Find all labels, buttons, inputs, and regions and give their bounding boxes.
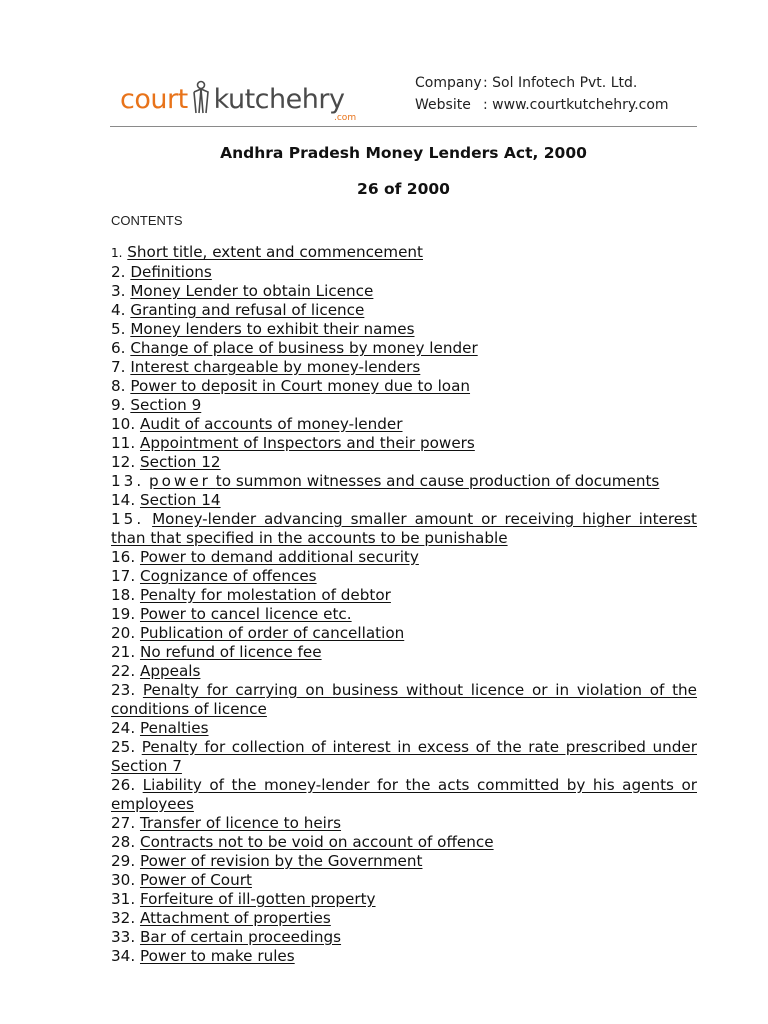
- toc-link[interactable]: Appointment of Inspectors and their powers: [139, 434, 475, 452]
- website-value[interactable]: : www.courtkutchehry.com: [483, 97, 669, 113]
- toc-item: [111, 282, 697, 301]
- toc-item-number: 27.: [111, 814, 136, 832]
- toc-item: [111, 814, 697, 833]
- toc-link[interactable]: Section 12: [139, 453, 221, 471]
- toc-link[interactable]: Section 9: [130, 396, 202, 414]
- toc-link[interactable]: Penalties: [139, 719, 209, 737]
- toc-item-number: 17.: [111, 567, 136, 585]
- courtkutchehry-logo[interactable]: [120, 80, 357, 123]
- toc-link[interactable]: Publication of order of cancellation: [139, 624, 405, 642]
- toc-item: [111, 548, 697, 567]
- toc-item-number: 25.: [111, 738, 136, 756]
- toc-item: [111, 567, 697, 586]
- toc-item-number: 5.: [111, 320, 126, 338]
- toc-link[interactable]: Penalty for collection of interest in excess of the rate prescribed under Section 7: [111, 738, 697, 775]
- toc-item: [111, 358, 697, 377]
- toc-link[interactable]: Power of revision by the Government: [139, 852, 423, 870]
- toc-item: [111, 662, 697, 681]
- contents-heading: CONTENTS: [111, 213, 183, 228]
- logo-text-court: court: [120, 84, 188, 115]
- toc-link-lead: power: [148, 472, 211, 490]
- toc-item: [111, 871, 697, 890]
- toc-link[interactable]: No refund of licence fee: [139, 643, 322, 661]
- company-value: : Sol Infotech Pvt. Ltd.: [483, 75, 638, 91]
- document-title: Andhra Pradesh Money Lenders Act, 2000: [220, 144, 587, 162]
- toc-item: [111, 624, 697, 643]
- toc-link[interactable]: Penalty for carrying on business without licence or in violation of the conditions of licence: [111, 681, 698, 718]
- toc-item-number: 24.: [111, 719, 136, 737]
- toc-link[interactable]: Contracts not to be void on account of offence: [139, 833, 494, 851]
- toc-item-number: 23.: [111, 681, 136, 699]
- company-info: [415, 72, 669, 116]
- toc-item: [111, 263, 697, 282]
- toc-item-number: 34.: [111, 947, 136, 965]
- website-label: Website: [415, 97, 471, 113]
- toc-item-number: 15.: [111, 510, 145, 528]
- toc-item-number: 21.: [111, 643, 136, 661]
- toc-item: [111, 681, 697, 719]
- company-label: Company: [415, 75, 482, 91]
- toc-item-number: 6.: [111, 339, 126, 357]
- toc-link[interactable]: Penalty for molestation of debtor: [139, 586, 391, 604]
- toc-item-number: 2.: [111, 263, 126, 281]
- toc-item-number: 29.: [111, 852, 136, 870]
- toc-link[interactable]: Appeals: [139, 662, 201, 680]
- toc-item: [111, 643, 697, 662]
- header-divider: [110, 126, 697, 127]
- document-subtitle: 26 of 2000: [357, 180, 450, 198]
- toc-item: [111, 472, 697, 491]
- toc-item: [111, 339, 697, 358]
- toc-link[interactable]: Section 14: [139, 491, 221, 509]
- toc-link[interactable]: Liability of the money-lender for the acts committed by his agents or employees: [111, 776, 697, 813]
- toc-item: [111, 415, 697, 434]
- toc-item-number: 11.: [111, 434, 136, 452]
- toc-item-number: 7.: [111, 358, 126, 376]
- toc-link[interactable]: Money Lender to obtain Licence: [130, 282, 374, 300]
- toc-item: [111, 301, 697, 320]
- toc-item: [111, 852, 697, 871]
- lawyer-figure-icon: [188, 80, 214, 114]
- table-of-contents: [111, 243, 697, 966]
- toc-link[interactable]: Power of Court: [139, 871, 252, 889]
- toc-link[interactable]: Attachment of properties: [139, 909, 331, 927]
- toc-item-number: 16.: [111, 548, 136, 566]
- toc-item-number: 18.: [111, 586, 136, 604]
- toc-link[interactable]: Power to cancel licence etc.: [139, 605, 352, 623]
- toc-item-number: 3.: [111, 282, 126, 300]
- toc-item-number: 4.: [111, 301, 126, 319]
- toc-item-number: 1.: [111, 246, 123, 260]
- toc-link[interactable]: Forfeiture of ill-gotten property: [139, 890, 376, 908]
- toc-item: [111, 320, 697, 339]
- toc-item: [111, 434, 697, 453]
- toc-item: [111, 833, 697, 852]
- toc-link[interactable]: Short title, extent and commencement: [127, 243, 423, 261]
- toc-item-number: 10.: [111, 415, 136, 433]
- toc-item-number: 32.: [111, 909, 136, 927]
- toc-item-number: 13.: [111, 472, 145, 490]
- toc-item: [111, 605, 697, 624]
- toc-item-number: 14.: [111, 491, 136, 509]
- toc-item: [111, 738, 697, 776]
- toc-link[interactable]: Power to make rules: [139, 947, 295, 965]
- toc-item: [111, 586, 697, 605]
- toc-item-number: 26.: [111, 776, 136, 794]
- toc-item-number: 20.: [111, 624, 136, 642]
- toc-item: [111, 377, 697, 396]
- toc-item-number: 30.: [111, 871, 136, 889]
- toc-item: [111, 510, 697, 548]
- toc-link[interactable]: Power to deposit in Court money due to loan: [130, 377, 471, 395]
- toc-link[interactable]: Audit of accounts of money-lender: [139, 415, 403, 433]
- toc-link[interactable]: Definitions: [130, 263, 212, 281]
- toc-item: [111, 776, 697, 814]
- toc-item-number: 8.: [111, 377, 126, 395]
- toc-item: [111, 909, 697, 928]
- logo-text-kutchehry: kutchehry: [213, 84, 345, 115]
- page-header: [110, 62, 697, 128]
- toc-item: [111, 928, 697, 947]
- toc-item: [111, 453, 697, 472]
- toc-link[interactable]: Interest chargeable by money-lenders: [130, 358, 421, 376]
- toc-link[interactable]: Cognizance of offences: [139, 567, 317, 585]
- toc-link[interactable]: Money lenders to exhibit their names: [130, 320, 415, 338]
- toc-item: [111, 396, 697, 415]
- toc-link[interactable]: [149, 472, 659, 490]
- toc-item-number: 12.: [111, 453, 136, 471]
- website-line: [415, 94, 669, 116]
- toc-item-number: 28.: [111, 833, 136, 851]
- toc-item: [111, 719, 697, 738]
- toc-link[interactable]: Money-lender advancing smaller amount or receiving higher interest than that specified in the accounts to be punishable: [111, 510, 697, 547]
- logo-text-com: .com: [334, 113, 357, 123]
- toc-link[interactable]: Change of place of business by money lender: [130, 339, 478, 357]
- toc-item-number: 31.: [111, 890, 136, 908]
- toc-item-number: 9.: [111, 396, 126, 414]
- toc-link[interactable]: Power to demand additional security: [139, 548, 419, 566]
- toc-item-number: 22.: [111, 662, 136, 680]
- toc-item-number: 19.: [111, 605, 136, 623]
- company-line: [415, 72, 669, 94]
- toc-item: [111, 491, 697, 510]
- toc-item-number: 33.: [111, 928, 136, 946]
- toc-link-rest: to summon witnesses and cause production of documents: [215, 472, 660, 490]
- toc-item: [111, 890, 697, 909]
- toc-link[interactable]: Bar of certain proceedings: [139, 928, 342, 946]
- toc-link[interactable]: Granting and refusal of licence: [130, 301, 365, 319]
- toc-link[interactable]: Transfer of licence to heirs: [139, 814, 342, 832]
- toc-item: [111, 947, 697, 966]
- toc-item: [111, 243, 697, 263]
